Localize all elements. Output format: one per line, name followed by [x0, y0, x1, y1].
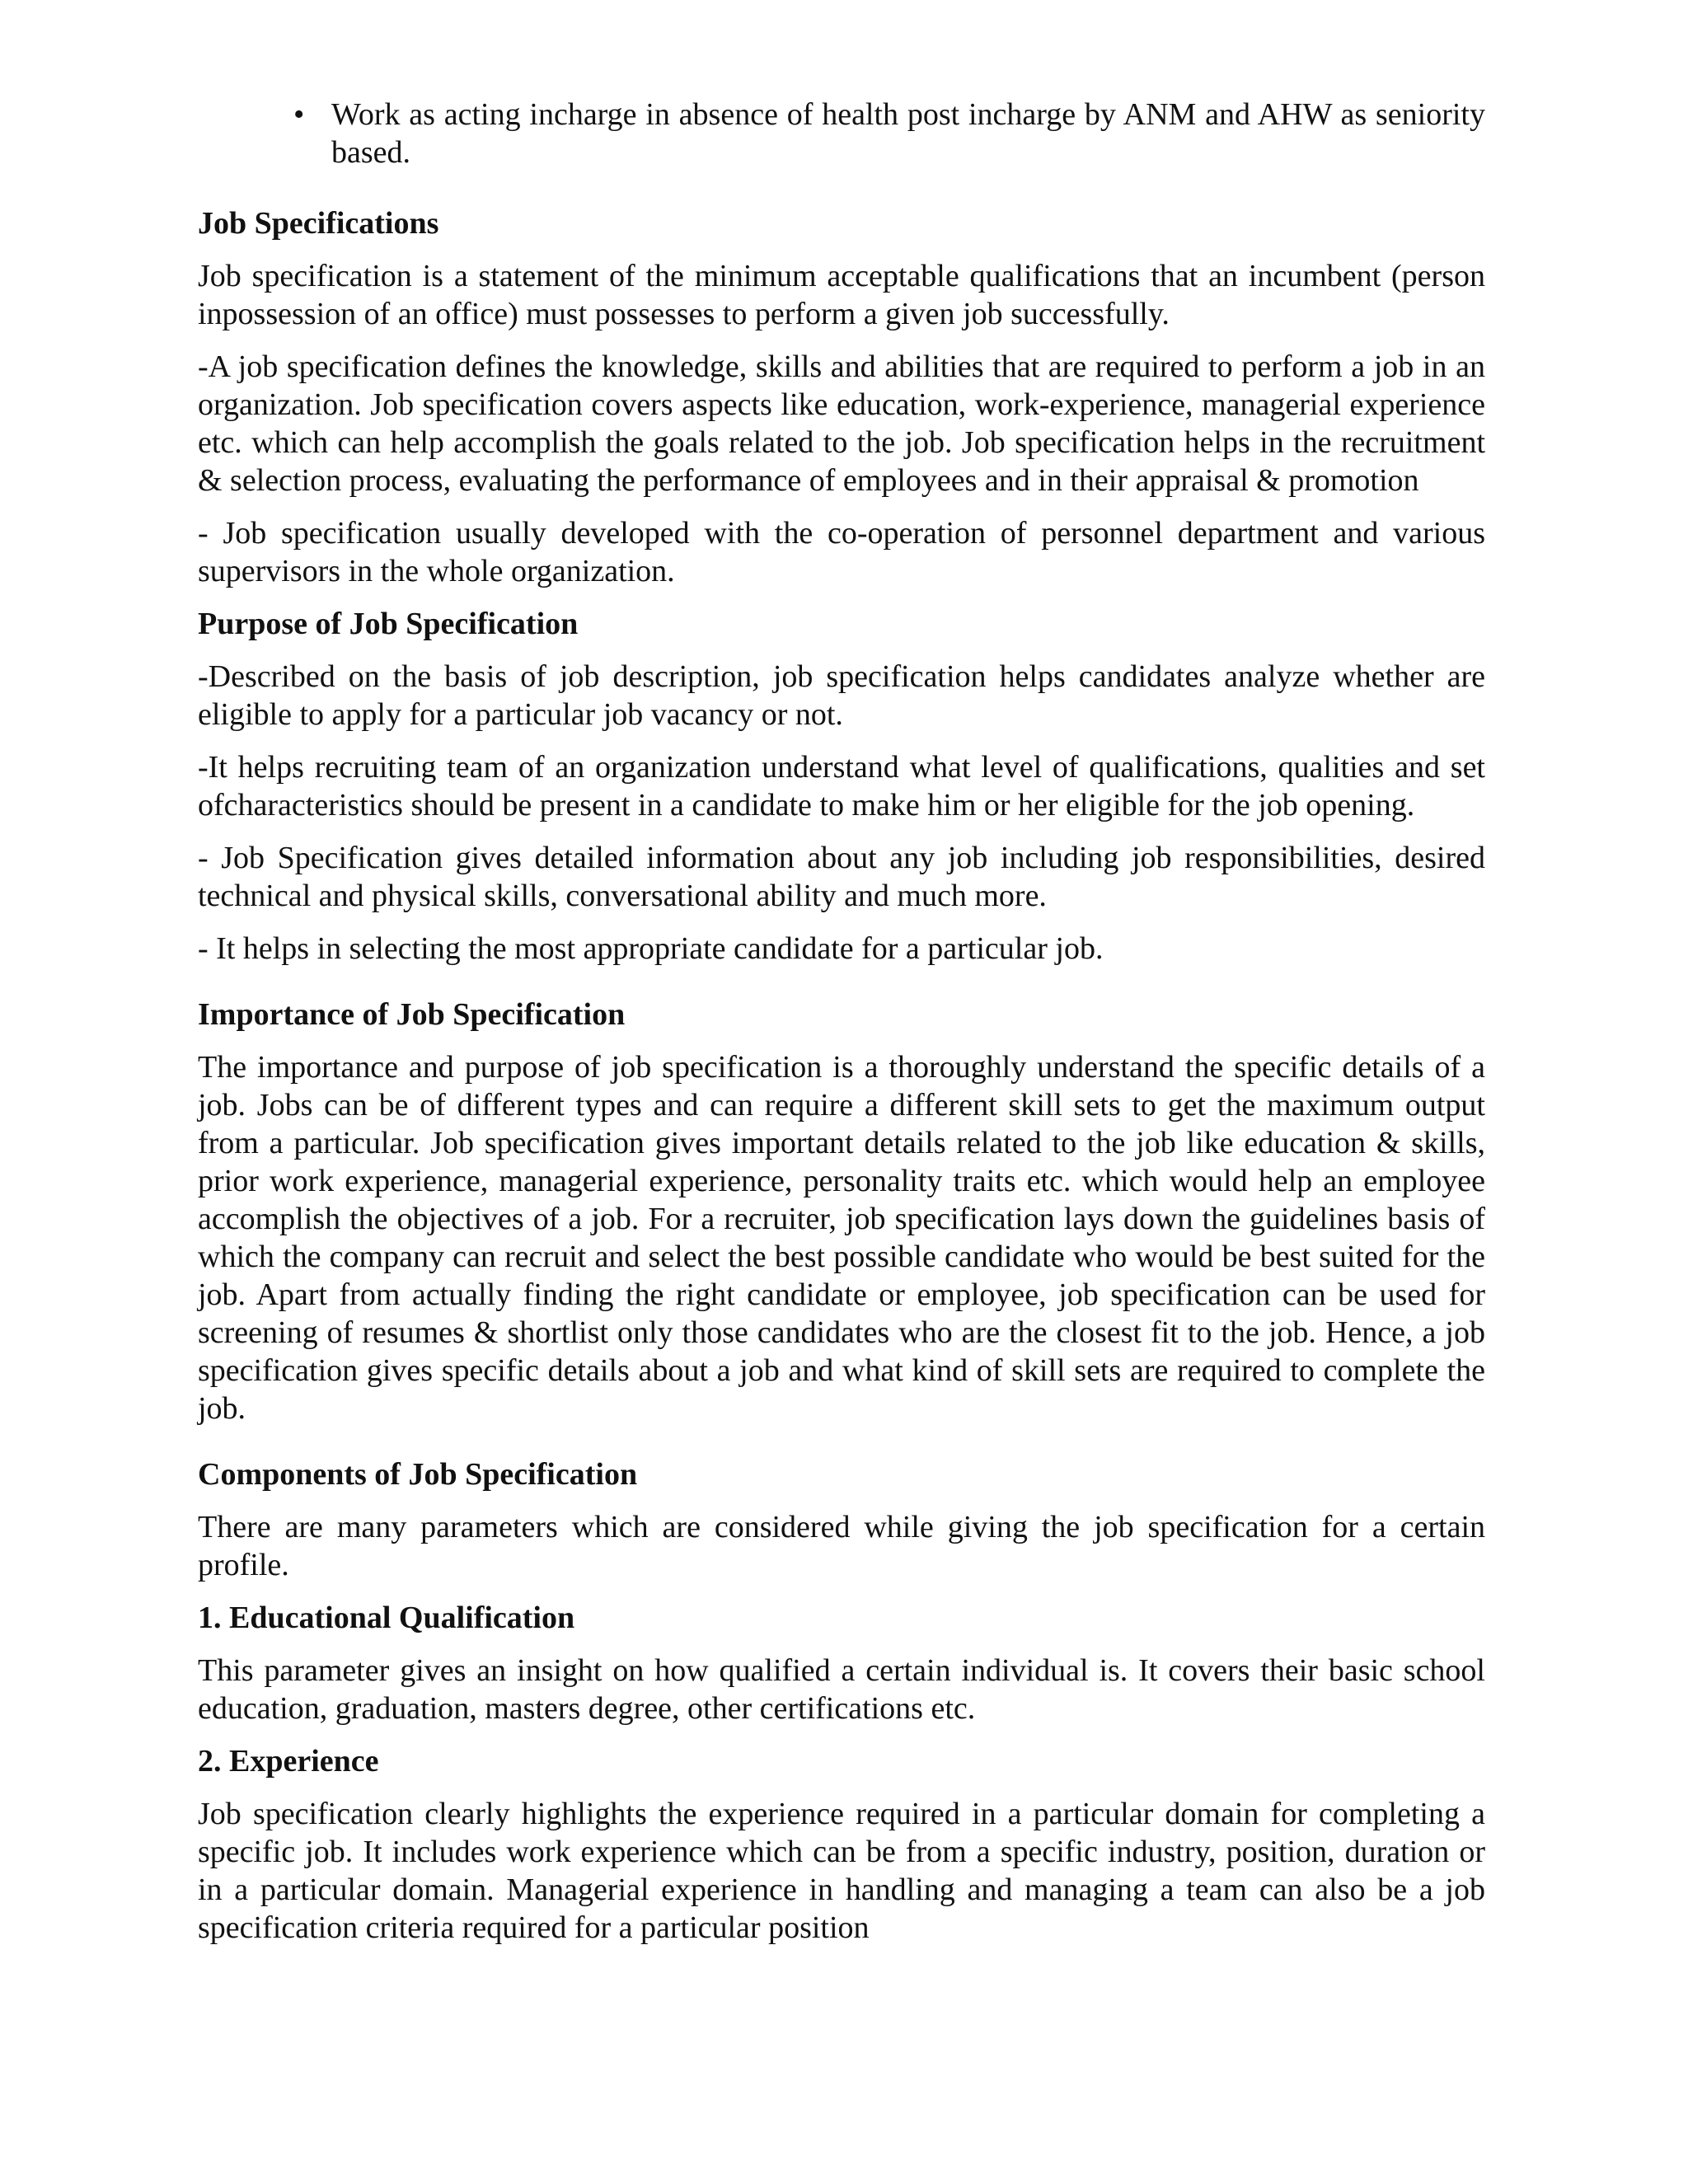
heading-educational-qualification: 1. Educational Qualification — [198, 1601, 575, 1635]
paragraph: Job specification is a statement of the minimum acceptable qualifications that an incumbent (person inpossession of an office) must possesses to perform a given job successfully. — [198, 259, 1485, 331]
paragraph: - Job specification usually developed with the co-operation of personnel department and various supervisors in the whole organization. — [198, 516, 1485, 588]
paragraph: -Described on the basis of job description, job specification helps candidates analyze whether are eligible to apply for a particular job vacancy or not. — [198, 659, 1485, 732]
heading-experience: 2. Experience — [198, 1744, 379, 1779]
paragraph: There are many parameters which are considered while giving the job specification for a certain profile. — [198, 1510, 1485, 1582]
bullet-item — [280, 96, 1485, 171]
heading-components-of-job-specification: Components of Job Specification — [198, 1457, 638, 1492]
paragraph: - Job Specification gives detailed information about any job including job responsibilities, desired technical and physical skills, conversational ability and much more. — [198, 841, 1485, 913]
bullet-text: Work as acting incharge in absence of health post incharge by ANM and AHW as seniority based. — [331, 97, 1485, 170]
bullet-dot-icon: • — [293, 97, 305, 132]
document-page — [198, 96, 1485, 1961]
heading-job-specifications: Job Specifications — [198, 206, 439, 241]
paragraph: The importance and purpose of job specification is a thoroughly understand the specific details of a job. Jobs can be of different types and can require a different skill sets to get the maximum output from a particular. Job specification gives important details related to the job like education & skills, prior work experience, managerial experience, personality traits etc. which would help an employee accomplish the objectives of a job. For a recruiter, job specification lays down the guidelines basis of which the company can recruit and select the best possible candidate who would be best suited for the job. Apart from actually finding the right candidate or employee, job specification can be used for screening of resumes & shortlist only those candidates who are the closest fit to the job. Hence, a job specification gives specific details about a job and what kind of skill sets are required to complete the job. — [198, 1050, 1485, 1426]
heading-purpose-of-job-specification: Purpose of Job Specification — [198, 607, 579, 641]
paragraph: -It helps recruiting team of an organization understand what level of qualifications, qualities and set ofcharacteristics should be present in a candidate to make him or her eligible for the job opening. — [198, 750, 1485, 823]
heading-importance-of-job-specification: Importance of Job Specification — [198, 997, 626, 1032]
paragraph: -A job specification defines the knowledge, skills and abilities that are required to perform a job in an organization. Job specification covers aspects like education, work-experience, managerial experience etc. which can help accomplish the goals related to the job. Job specification helps in the recruitment & selection process, evaluating the performance of employees and in their appraisal & promotion — [198, 349, 1485, 498]
paragraph: Job specification clearly highlights the experience required in a particular domain for completing a specific job. It includes work experience which can be from a specific industry, position, duration or in a particular domain. Managerial experience in handling and managing a team can also be a job specification criteria required for a particular position — [198, 1797, 1485, 1945]
paragraph: - It helps in selecting the most appropriate candidate for a particular job. — [198, 931, 1104, 966]
paragraph: This parameter gives an insight on how qualified a certain individual is. It covers their basic school education, graduation, masters degree, other certifications etc. — [198, 1653, 1485, 1726]
